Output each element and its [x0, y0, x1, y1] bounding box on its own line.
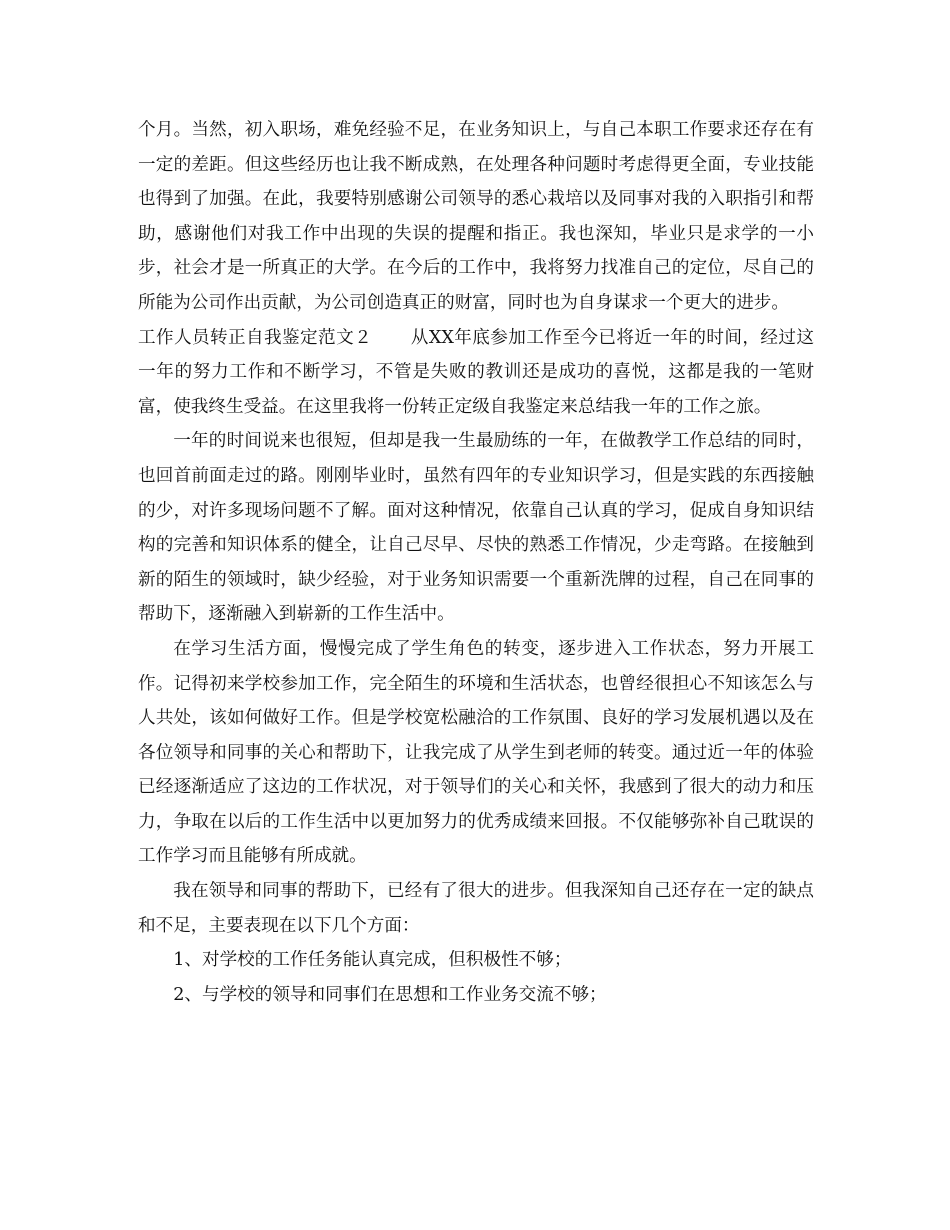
list-item-1: 1、对学校的工作任务能认真完成，但积极性不够；	[173, 950, 572, 971]
paragraph-shortcomings: 我在领导和同事的帮助下，已经有了很大的进步。但我深知自己还存在一定的缺点和不足，主要表现在以下几个方面：	[138, 881, 814, 936]
document-body	[138, 113, 814, 1012]
section-title: 工作人员转正自我鉴定范文２	[138, 327, 373, 348]
paragraph-study: 在学习生活方面，慢慢完成了学生角色的转变，逐步进入工作状态，努力开展工作。记得初来学校参加工作，完全陌生的环境和生活状态，也曾经很担心不知该怎么与人共处，该如何做好工作。但是学校宽松融洽的工作氛围、良好的学习发展机遇以及在各位领导和同事的关心和帮助下，让我完成了从学生到老师的转变。通过近一年的体验已经逐渐适应了这边的工作状况，对于领导们的关心和关怀，我感到了很大的动力和压力，争取在以后的工作生活中以更加努力的优秀成绩来回报。不仅能够弥补自己耽误的工作学习而且能够有所成就。	[138, 638, 814, 867]
paragraph-section-2	[138, 321, 814, 425]
paragraph-continuation: 个月。当然，初入职场，难免经验不足，在业务知识上，与自己本职工作要求还存在有一定的差距。但这些经历也让我不断成熟，在处理各种问题时考虑得更全面，专业技能也得到了加强。在此，我要特别感谢公司领导的悉心栽培以及同事对我的入职指引和帮助，感谢他们对我工作中出现的失误的提醒和指正。我也深知，毕业只是求学的一小步，社会才是一所真正的大学。在今后的工作中，我将努力找准自己的定位，尽自己的所能为公司作出贡献，为公司创造真正的财富，同时也为自身谋求一个更大的进步。	[138, 120, 814, 313]
paragraph-year: 一年的时间说来也很短，但却是我一生最励练的一年，在做教学工作总结的同时，也回首前面走过的路。刚刚毕业时，虽然有四年的专业知识学习，但是实践的东西接触的少，对许多现场问题不了解。面对这种情况，依靠自己认真的学习，促成自身知识结构的完善和知识体系的健全，让自己尽早、尽快的熟悉工作情况，少走弯路。在接触到新的陌生的领域时，缺少经验，对于业务知识需要一个重新洗牌的过程，自己在同事的帮助下，逐渐融入到崭新的工作生活中。	[138, 431, 814, 625]
list-item-2: 2、与学校的领导和同事们在思想和工作业务交流不够；	[173, 984, 607, 1005]
section-2-text: 从XX年底参加工作至今已将近一年的时间，经过这一年的努力工作和不断学习，不管是失败的教训还是成功的喜悦，这都是我的一笔财富，使我终生受益。在这里我将一份转正定级自我鉴定来总结我一年的工作之旅。	[138, 327, 814, 417]
